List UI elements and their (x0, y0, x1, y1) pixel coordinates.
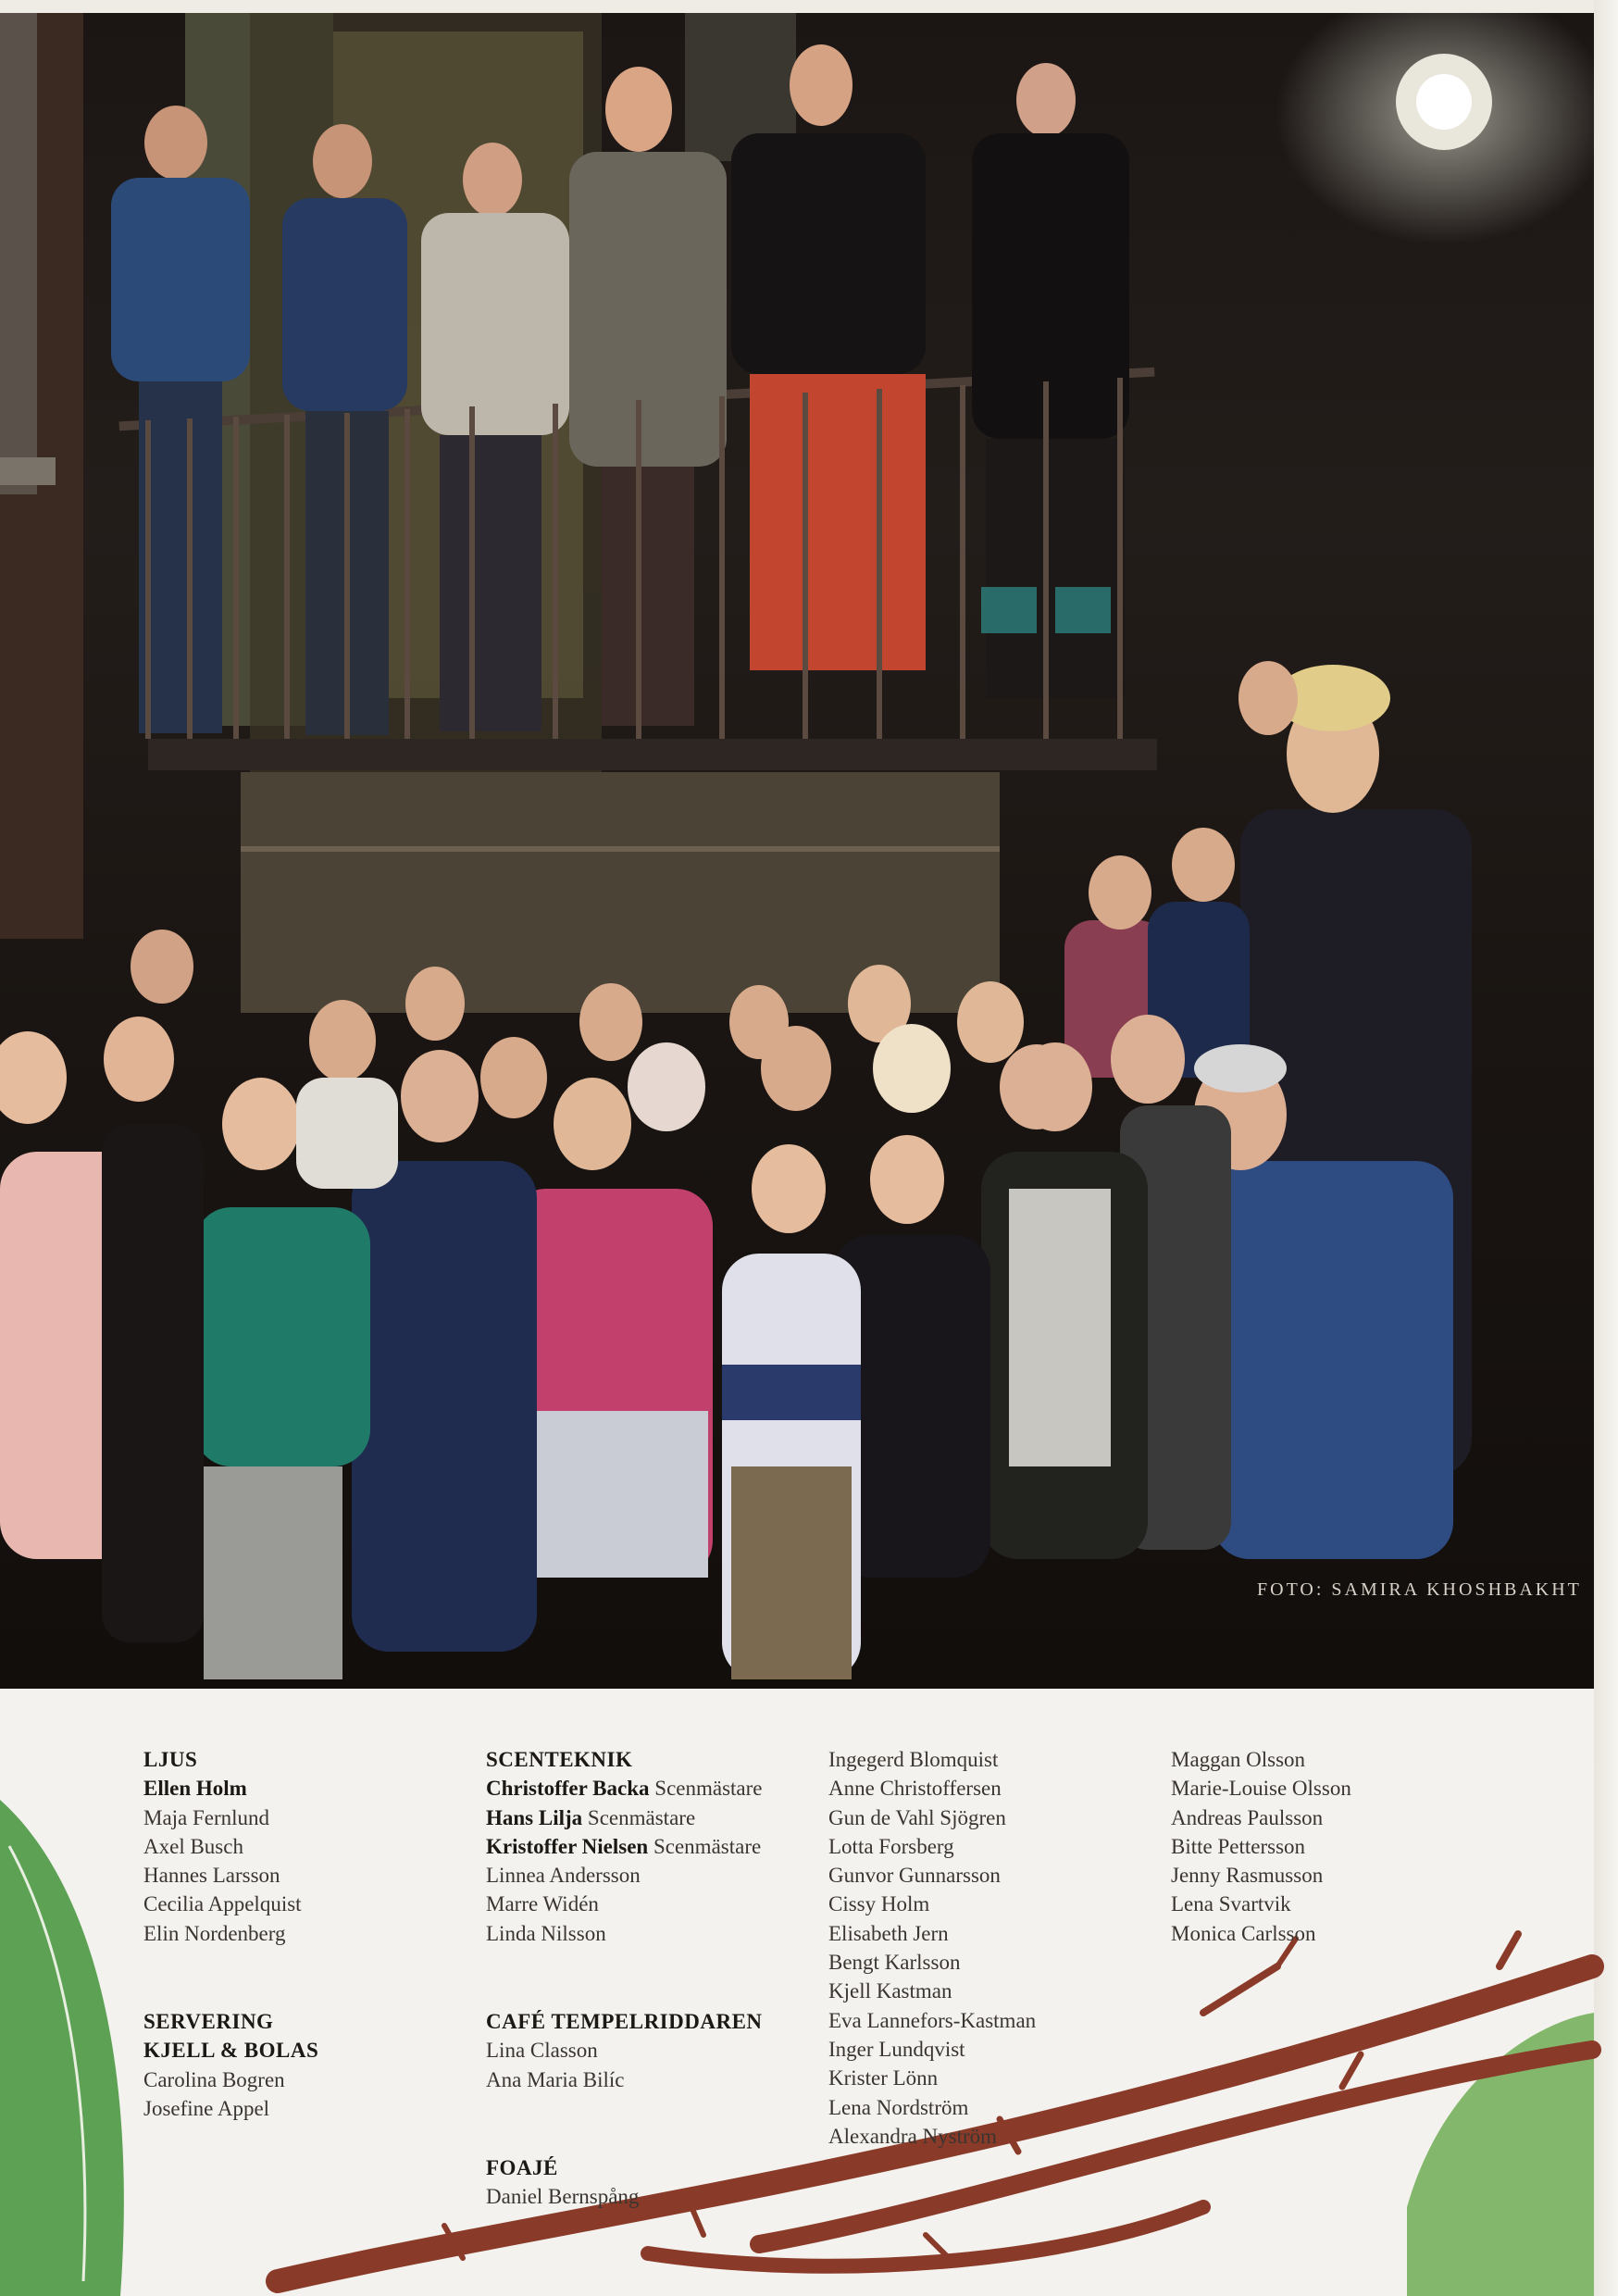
credit-name: Cecilia Appelquist (143, 1892, 302, 1916)
credit-name: Josefine Appel (143, 2096, 270, 2120)
credit-name: Lena Svartvik (1171, 1892, 1291, 1916)
credit-name: Carolina Bogren (143, 2067, 285, 2091)
credit-name: Maja Fernlund (143, 1805, 270, 1829)
section-heading-servering: SERVERING (143, 2010, 274, 2034)
lead-role: Scenmästare (654, 1777, 763, 1801)
lead-role: Scenmästare (653, 1834, 762, 1858)
green-leaf-right (1407, 2013, 1594, 2296)
credit-name: Jenny Rasmusson (1171, 1864, 1324, 1888)
credit-name: Linnea Andersson (486, 1864, 641, 1888)
credit-name: Inger Lundqvist (828, 2037, 965, 2061)
section-heading-foaje: FOAJÉ (486, 2155, 558, 2179)
lead-name: Christoffer Backa (486, 1777, 650, 1801)
credit-name: Elisabeth Jern (828, 1921, 949, 1945)
credit-name: Gunvor Gunnarsson (828, 1864, 1001, 1888)
lead-name: Hans Lilja (486, 1805, 583, 1829)
scenteknik-lead (486, 1803, 763, 1832)
credit-name: Marre Widén (486, 1892, 599, 1916)
credits-column-4 (1171, 1745, 1351, 1948)
credit-name: Monica Carlsson (1171, 1921, 1316, 1945)
page-top-edge (0, 0, 1618, 13)
credits-column-2 (486, 1745, 763, 2212)
scenteknik-lead (486, 1774, 763, 1803)
photo-illustration (0, 13, 1594, 1689)
photo-credit: FOTO: SAMIRA KHOSHBAKHT (1257, 1579, 1582, 1600)
credit-name: Hannes Larsson (143, 1864, 280, 1888)
ensemble-photo (0, 13, 1594, 1689)
green-leaf-left (0, 1800, 124, 2296)
section-heading-cafe: CAFÉ TEMPELRIDDAREN (486, 2010, 763, 2034)
credit-name: Lotta Forsberg (828, 1834, 954, 1858)
lead-role: Scenmästare (587, 1805, 696, 1829)
credit-name: Elin Nordenberg (143, 1921, 286, 1945)
credit-name: Maggan Olsson (1171, 1748, 1306, 1771)
credit-name: Alexandra Nyström (828, 2124, 998, 2148)
credit-name: Ingegerd Blomquist (828, 1748, 999, 1771)
section-subheading-kjell-bolas: KJELL & BOLAS (143, 2039, 319, 2063)
credit-name: Daniel Bernspång (486, 2185, 640, 2209)
credit-name: Bengt Karlsson (828, 1951, 961, 1975)
credit-name: Lina Classon (486, 2039, 598, 2063)
section-heading-ljus: LJUS (143, 1748, 198, 1771)
section-heading-scenteknik: SCENTEKNIK (486, 1748, 633, 1771)
credit-name: Andreas Paulsson (1171, 1805, 1324, 1829)
credit-name: Cissy Holm (828, 1892, 930, 1916)
credit-name: Anne Christoffersen (828, 1777, 1002, 1801)
page-right-edge (1594, 0, 1618, 2296)
credit-name: Linda Nilsson (486, 1921, 606, 1945)
credit-name: Gun de Vahl Sjögren (828, 1805, 1006, 1829)
credit-name: Bitte Pettersson (1171, 1834, 1306, 1858)
credit-name: Lena Nordström (828, 2095, 969, 2119)
lead-name: Kristoffer Nielsen (486, 1834, 649, 1858)
scenteknik-lead (486, 1832, 763, 1861)
credit-name: Marie-Louise Olsson (1171, 1777, 1351, 1801)
ljus-lead-name: Ellen Holm (143, 1777, 247, 1801)
credits-column-1 (143, 1745, 318, 2123)
credit-name: Axel Busch (143, 1834, 243, 1858)
credit-name: Eva Lannefors-Kastman (828, 2008, 1037, 2032)
credit-name: Krister Lönn (828, 2066, 939, 2090)
credit-name: Kjell Kastman (828, 1979, 952, 2003)
credits-column-3 (828, 1745, 1036, 2151)
credit-name: Ana Maria Bilíc (486, 2067, 625, 2091)
